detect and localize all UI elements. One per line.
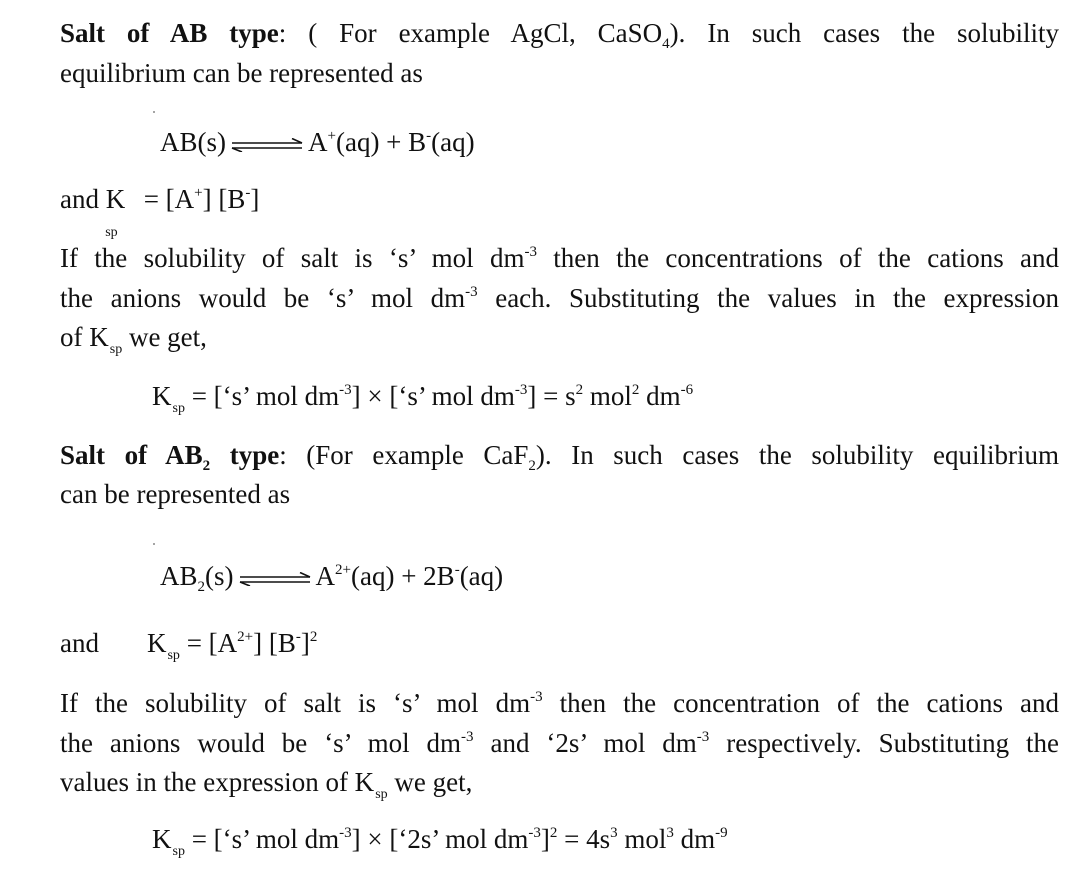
stray-dot xyxy=(153,111,155,113)
ab-intro-line-2: equilibrium can be represented as xyxy=(60,58,423,88)
stray-dot xyxy=(153,543,155,545)
ab2-ksp-result: $K_{sp}$ = [‘s’ mol $dm^{-3}$] × [‘2s’ mol $dm^{-3}]^2 = 4s^3$ mol$^3$ $dm^{-9}$ xyxy=(152,824,728,859)
equilibrium-arrow-icon xyxy=(238,572,312,586)
ab2-paragraph-line-3: values in the expression of $K_{sp}$ we get, xyxy=(60,767,473,802)
ab-paragraph-line-1: If the solubility of salt is ‘s’ mol $dm^{-3}$ then the concentrations of the cations and xyxy=(60,243,1059,273)
ab2-heading: Salt of $AB_2$ type xyxy=(60,440,280,474)
ab-heading: Salt of AB type xyxy=(60,18,279,48)
ab2-paragraph-line-2: the anions would be ‘s’ mol $dm^{-3}$ and ‘2s’ mol $dm^{-3}$ respectively. Substituting the xyxy=(60,728,1060,758)
ab-paragraph-line-3: of $K_{sp}$ we get, xyxy=(60,322,207,357)
ab2-ksp-definition: and $K_{sp} = [A^{2+}]$ $[B^-]^2$ xyxy=(60,628,318,663)
ab2-intro-line-2: can be represented as xyxy=(60,479,291,509)
ab2-paragraph-line-1: If the solubility of salt is ‘s’ mol $dm^{-3}$ then the concentration of the cations and xyxy=(60,688,1060,718)
equilibrium-arrow-icon xyxy=(230,138,304,152)
ab-ksp-result: $K_{sp}$ = [‘s’ mol $dm^{-3}$] × [‘s’ mol $dm^{-3}] = s^2$ mol$^2$ $dm^{-6}$ xyxy=(152,381,694,416)
ab-paragraph-line-2: the anions would be ‘s’ mol $dm^{-3}$ each. Substituting the values in the expression xyxy=(60,283,1060,313)
ab-equilibrium-equation: AB(s) A+(aq) + B-(aq) xyxy=(160,127,475,157)
ab-intro-line-1: Salt of AB type: ( For example AgCl, CaSO$_4$). In such cases the solubility xyxy=(60,18,1059,52)
ab2-intro-line-1: Salt of $AB_2$ type: (For example CaF$_2$). In such cases the solubility equilibrium xyxy=(60,440,1059,474)
ab-ksp-definition: and $K_{sp}= [A^+]$ [B-] xyxy=(60,184,260,240)
ab2-equilibrium-equation: $AB_2(s) A^{2+}(aq) + 2B^-(aq)$ xyxy=(160,561,504,595)
